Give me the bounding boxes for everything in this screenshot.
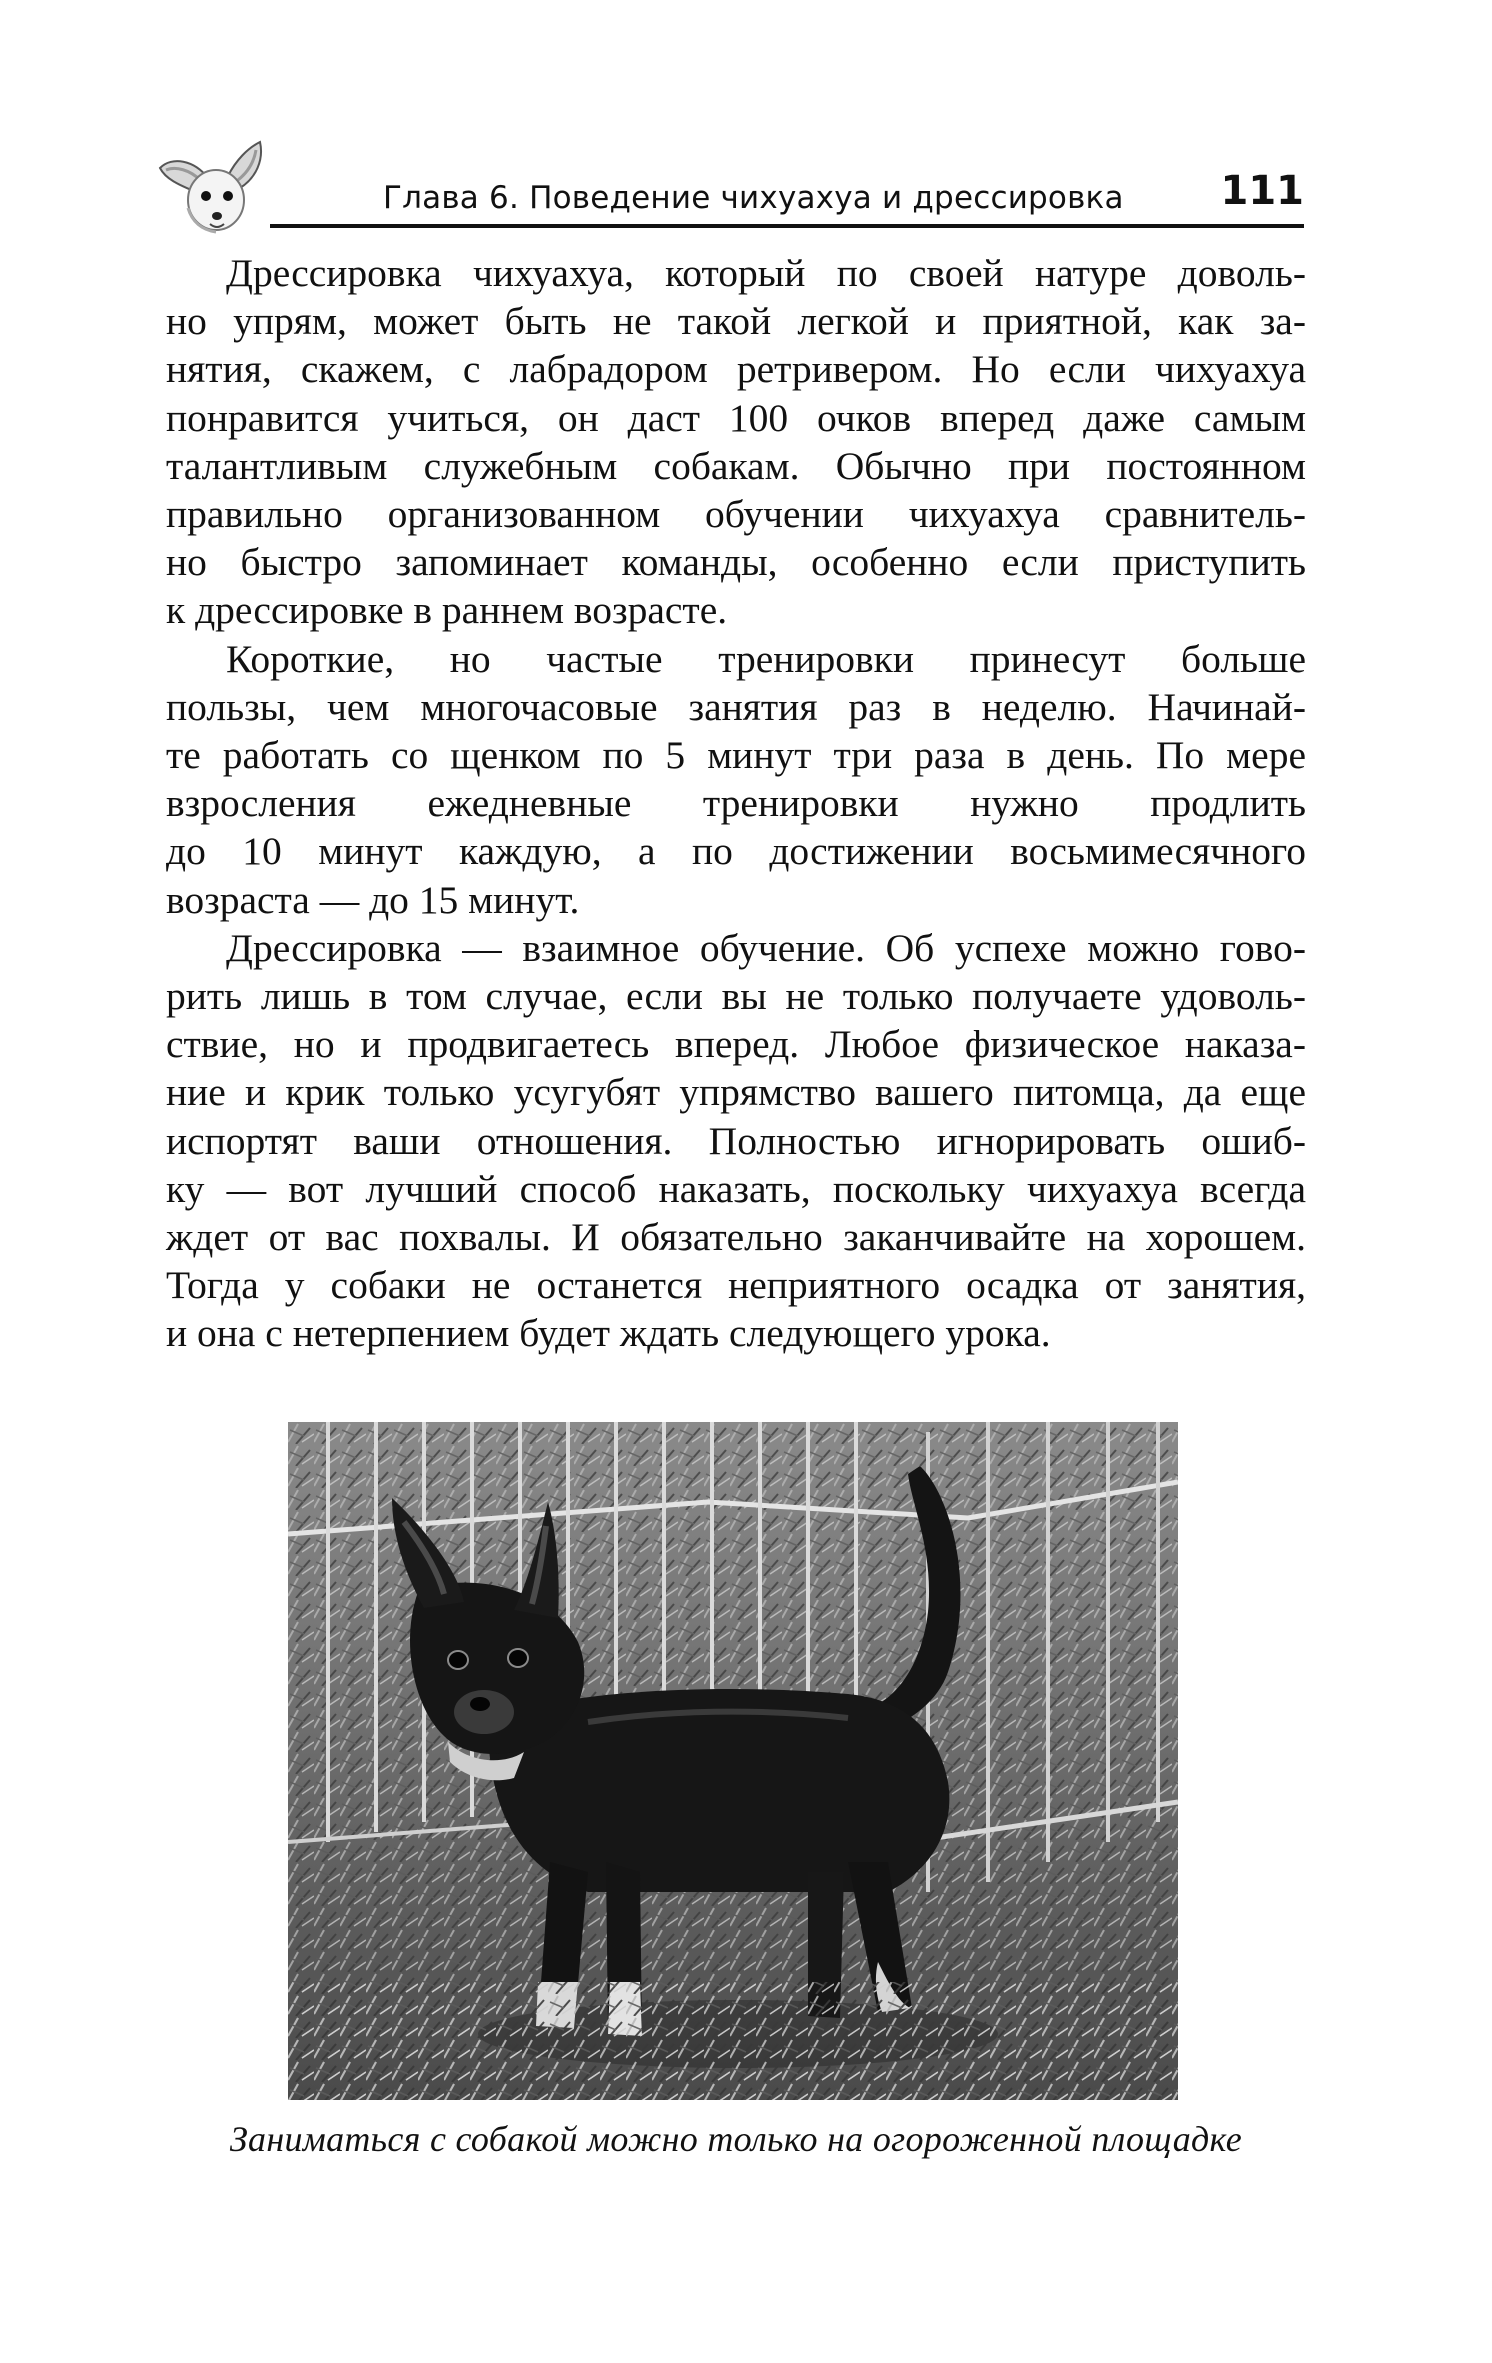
chihuahua-head-icon [152, 138, 276, 240]
body-text [166, 249, 1306, 1358]
paragraph-3 [166, 924, 1306, 1358]
text-line: ждет от вас похвалы. И обязательно заканчивайте на хорошем. [166, 1215, 1306, 1260]
text-line: взросления ежедневные тренировки нужно продлить [166, 781, 1306, 826]
text-line: но быстро запоминает команды, особенно если приступить [166, 540, 1306, 585]
text-line: ствие, но и продвигаетесь вперед. Любое физическое наказа- [166, 1022, 1306, 1067]
chapter-title: Глава 6. Поведение чихуахуа и дрессировка [383, 180, 1124, 216]
paragraph-2 [166, 635, 1306, 924]
header-rule [270, 224, 1304, 228]
text-line: понравится учиться, он даст 100 очков вперед даже самым [166, 395, 1306, 440]
text-line: но упрям, может быть не такой легкой и приятной, как за- [166, 299, 1306, 344]
paragraph-1 [166, 249, 1306, 635]
text-line: ние и крик только усугубят упрямство вашего питомца, да еще [166, 1070, 1306, 1115]
text-line: Короткие, но частые тренировки принесут больше [226, 636, 1306, 681]
text-line: к дрессировке в раннем возрасте. [166, 588, 728, 633]
page-number: 111 [1220, 168, 1304, 214]
text-line: правильно организованном обучении чихуахуа сравнитель- [166, 492, 1306, 537]
text-line: рить лишь в том случае, если вы не только получаете удоволь- [166, 974, 1306, 1019]
text-line: Тогда у собаки не останется неприятного осадка от занятия, [166, 1263, 1306, 1308]
text-line: и она с нетерпением будет ждать следующего урока. [166, 1311, 1051, 1356]
text-line: испортят ваши отношения. Полностью игнорировать ошиб- [166, 1118, 1306, 1163]
text-line: нятия, скажем, с лабрадором ретривером. Но если чихуахуа [166, 347, 1306, 392]
text-line: Дрессировка — взаимное обучение. Об успехе можно гово- [226, 925, 1306, 970]
chihuahua-photo [288, 1422, 1178, 2100]
running-header [152, 138, 1304, 230]
text-line: талантливым служебным собакам. Обычно при постоянном [166, 443, 1306, 488]
text-line: те работать со щенком по 5 минут три раза в день. По мере [166, 733, 1306, 778]
text-line: пользы, чем многочасовые занятия раз в неделю. Начинай- [166, 684, 1306, 729]
text-line: ку — вот лучший способ наказать, поскольку чихуахуа всегда [166, 1166, 1306, 1211]
text-line: до 10 минут каждую, а по достижении восьмимесячного [166, 829, 1306, 874]
text-line: возраста — до 15 минут. [166, 877, 580, 922]
text-line: Дрессировка чихуахуа, который по своей натуре доволь- [226, 251, 1306, 295]
figure-caption: Заниматься с собакой можно только на огороженной площадке [229, 2119, 1243, 2159]
